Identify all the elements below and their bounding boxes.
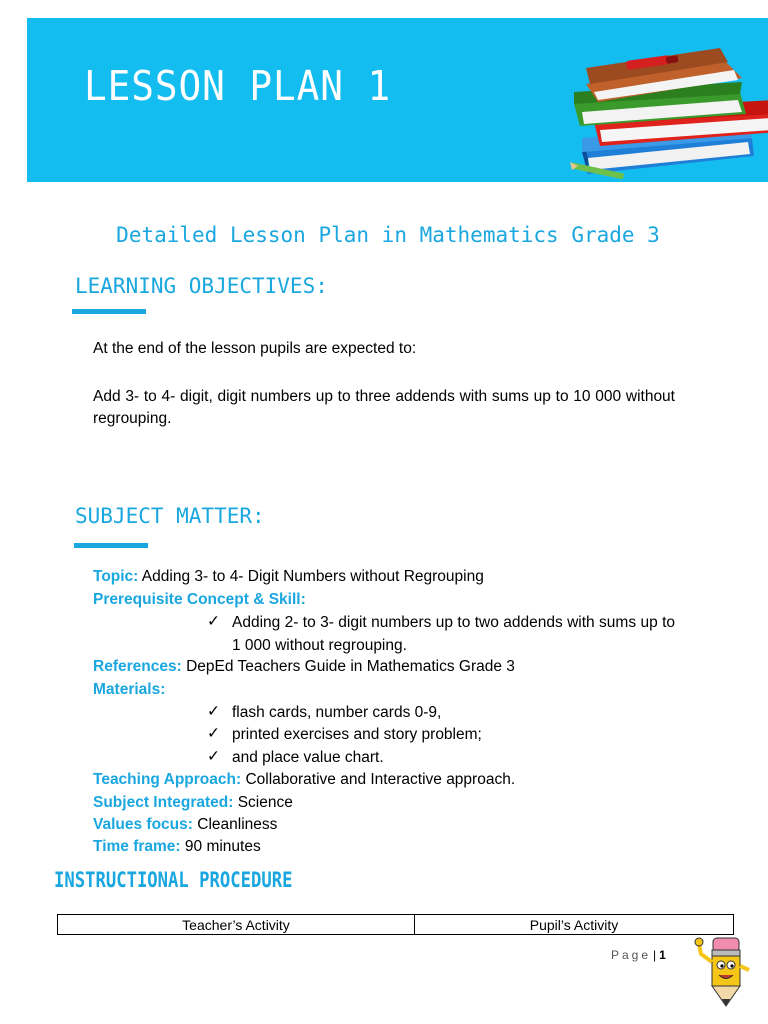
objective-text: Add 3- to 4- digit, digit numbers up to three addends with sums up to 10 000 without regrouping. (93, 388, 675, 427)
activity-table (57, 914, 734, 935)
references-label: References: (93, 658, 182, 675)
subject-integrated-row (93, 792, 293, 814)
books-illustration (542, 34, 768, 179)
lesson-subtitle: Detailed Lesson Plan in Mathematics Grade 3 (116, 223, 660, 247)
time-frame-value: 90 minutes (184, 838, 261, 855)
check-icon: ✓ (207, 613, 220, 630)
prerequisite-item: Adding 2- to 3- digit numbers up to two addends with sums up to 1 000 without regrouping. (232, 614, 675, 654)
materials-row (93, 679, 165, 701)
time-frame-row (93, 836, 261, 858)
topic-value: Adding 3- to 4- Digit Numbers without Regrouping (141, 568, 484, 585)
pencil-mascot-icon (693, 932, 753, 1012)
values-focus-row (93, 814, 277, 836)
teaching-approach-value: Collaborative and Interactive approach. (245, 771, 516, 788)
subject-matter-heading: SUBJECT MATTER: (75, 504, 265, 528)
page-label: Page (611, 948, 652, 962)
time-frame-label: Time frame: (93, 838, 181, 855)
values-focus-label: Values focus: (93, 816, 193, 833)
pupil-activity-header: Pupil’s Activity (415, 915, 734, 935)
teaching-approach-row (93, 769, 515, 791)
materials-item: and place value chart. (232, 749, 384, 766)
prerequisite-label: Prerequisite Concept & Skill: (93, 591, 306, 608)
table-header-row (58, 915, 734, 935)
references-row (93, 656, 515, 678)
check-icon: ✓ (207, 748, 220, 765)
check-icon: ✓ (207, 703, 220, 720)
topic-row (93, 566, 484, 588)
materials-item: printed exercises and story problem; (232, 726, 482, 743)
check-icon: ✓ (207, 725, 220, 742)
teaching-approach-label: Teaching Approach: (93, 771, 242, 788)
teacher-activity-header: Teacher’s Activity (58, 915, 415, 935)
subject-integrated-value: Science (237, 794, 293, 811)
page-separator: | (653, 948, 657, 962)
subject-integrated-label: Subject Integrated: (93, 794, 234, 811)
materials-label: Materials: (93, 681, 166, 698)
page-number: 1 (659, 948, 666, 962)
references-value: DepEd Teachers Guide in Mathematics Grade 3 (186, 658, 515, 675)
header-banner (27, 18, 768, 182)
prerequisite-row (93, 589, 306, 611)
heading-underline (74, 543, 148, 548)
learning-objectives-heading: LEARNING OBJECTIVES: (75, 274, 328, 298)
document-title: LESSON PLAN 1 (84, 62, 392, 110)
instructional-procedure-heading: INSTRUCTIONAL PROCEDURE (54, 868, 293, 892)
objectives-intro: At the end of the lesson pupils are expected to: (93, 340, 417, 357)
topic-label: Topic: (93, 568, 139, 585)
heading-underline (72, 309, 146, 314)
page-footer (611, 948, 666, 962)
values-focus-value: Cleanliness (197, 816, 278, 833)
materials-item: flash cards, number cards 0-9, (232, 704, 442, 721)
